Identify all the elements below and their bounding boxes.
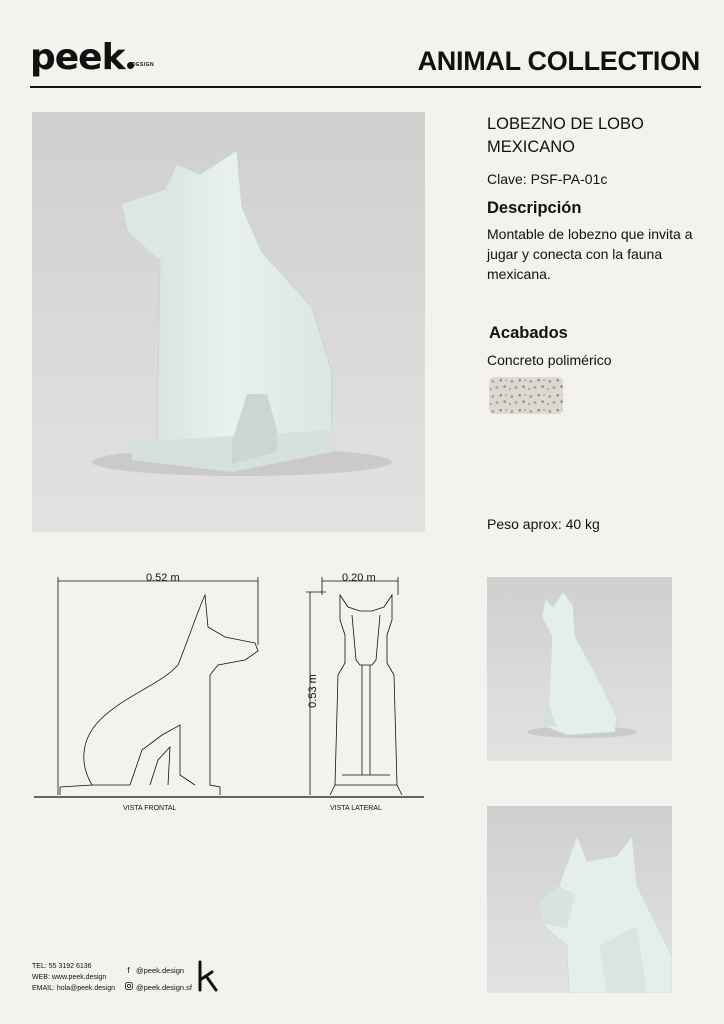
footer-social xyxy=(124,962,192,996)
side-view-photo xyxy=(487,577,672,761)
peek-k-mark-icon xyxy=(196,960,220,997)
height-dimension: 0.53 m xyxy=(306,674,319,708)
instagram-link[interactable]: @peek.design.sf xyxy=(124,979,192,996)
front-view-label: VISTA FRONTAL xyxy=(123,805,177,812)
detail-view-photo xyxy=(487,806,672,993)
brand-logo-sub: DESIGN xyxy=(132,62,155,68)
front-width-dimension: 0.52 m xyxy=(146,572,180,584)
facebook-link[interactable]: f @peek.design xyxy=(124,962,192,979)
description-text: Montable de lobezno que invita a jugar y conecta con la fauna mexicana. xyxy=(487,226,693,282)
brand-logo: peek xyxy=(30,40,134,76)
product-weight: Peso aprox: 40 kg xyxy=(487,516,600,532)
instagram-icon xyxy=(124,979,133,996)
side-width-dimension: 0.20 m xyxy=(342,572,376,584)
footer-contact xyxy=(32,961,115,994)
footer-web[interactable]: WEB: www.peek.design xyxy=(32,974,107,981)
header-divider xyxy=(30,86,701,88)
facebook-icon: f xyxy=(127,966,130,975)
product-code: Clave: PSF-PA-01c xyxy=(487,171,608,187)
footer-tel: TEL: 55 3192 6136 xyxy=(32,963,92,970)
side-view-label: VISTA LATERAL xyxy=(330,805,382,812)
product-name: LOBEZNO DE LOBO MEXICANO xyxy=(487,115,644,156)
main-product-photo xyxy=(32,112,425,532)
finishes-heading: Acabados xyxy=(489,324,568,342)
description-heading: Descripción xyxy=(487,199,582,217)
finish-swatch xyxy=(489,377,563,414)
technical-drawing xyxy=(30,565,430,810)
finish-material: Concreto polimérico xyxy=(487,352,612,368)
collection-title: ANIMAL COLLECTION xyxy=(417,46,700,76)
footer-email[interactable]: EMAIL: hola@peek.design xyxy=(32,985,115,992)
